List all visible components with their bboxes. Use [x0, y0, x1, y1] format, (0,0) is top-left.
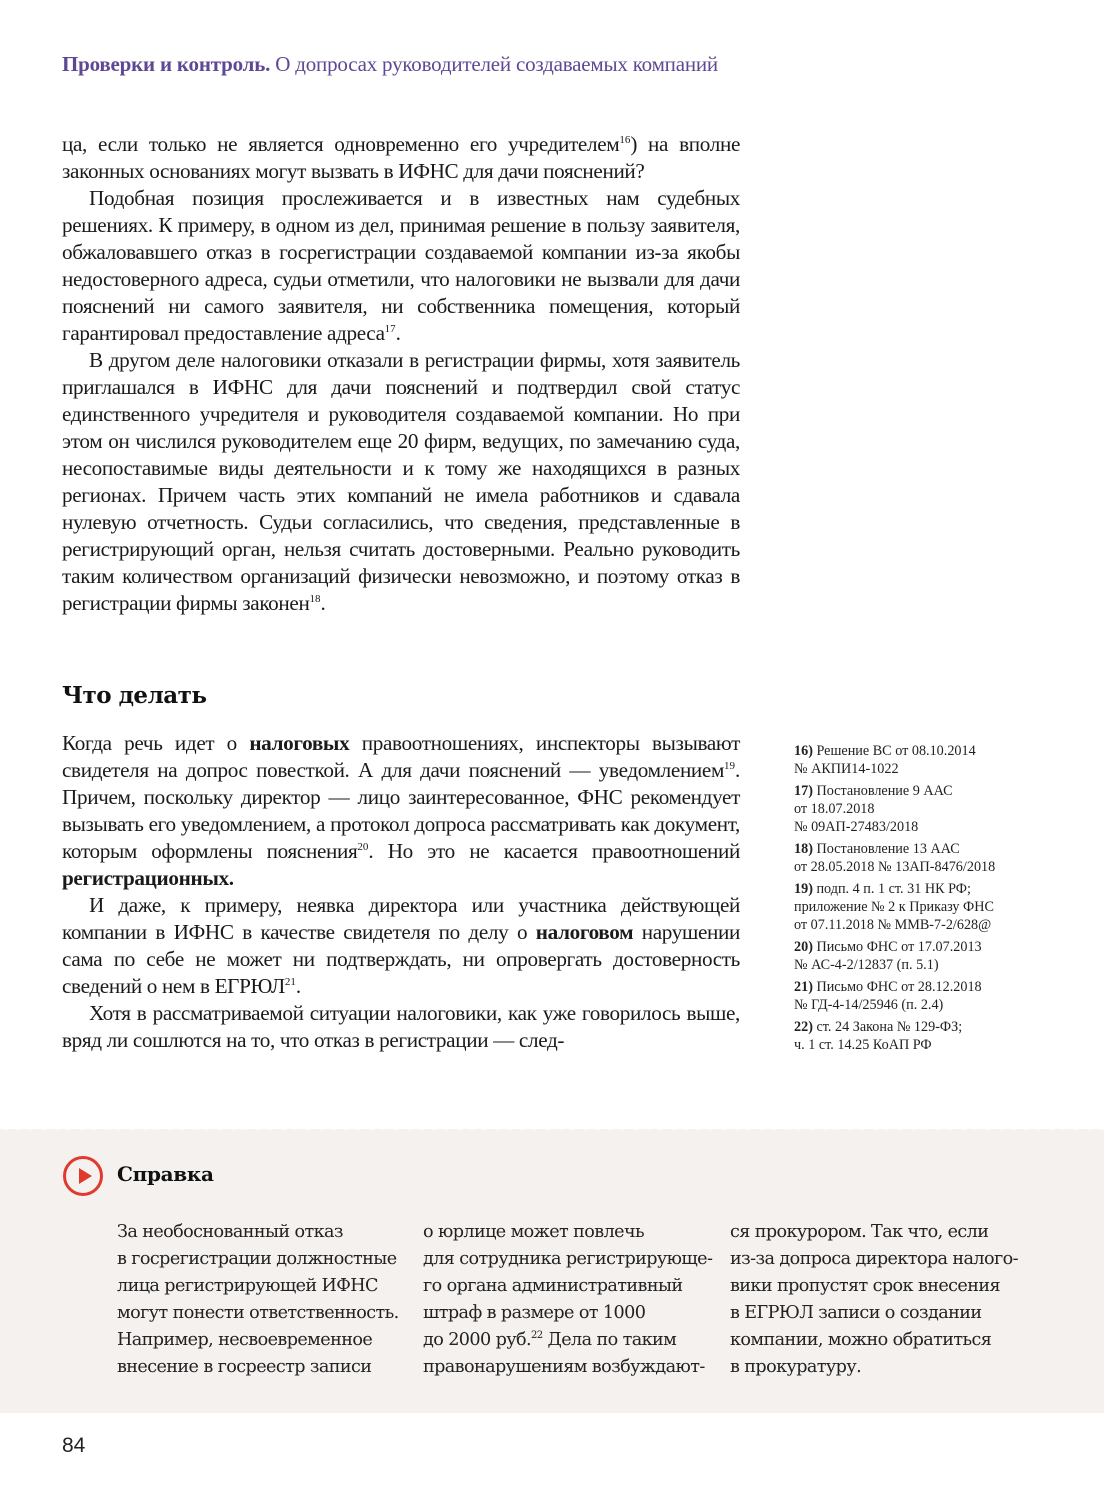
- play-circle-icon: [63, 1156, 103, 1196]
- footnote-ref-18: 18: [309, 593, 321, 605]
- running-head: [62, 52, 718, 77]
- footnote-21: 21) Письмо ФНС от 28.12.2018 № ГД-4-14/25946 (п. 2.4): [794, 979, 982, 1013]
- footnote-19: 19) подп. 4 п. 1 ст. 31 НК РФ; приложение № 2 к Приказу ФНС от 07.11.2018 № ММВ-7-2/628@: [794, 881, 994, 933]
- paragraph-6: Хотя в рассматриваемой ситуации налоговики, как уже говорилось выше, вряд ли сошлются на то, что отказ в регистрации — след-: [62, 1001, 740, 1052]
- footnote-18: 18) Постановление 13 ААС от 28.05.2018 № 13АП-8476/2018: [794, 841, 996, 875]
- article-body-top: [62, 131, 740, 617]
- info-column-1: За необоснованный отказ в госрегистрации должностные лица регистрирующей ИФНС могут понести ответственность. Например, несвоевременное внесение в госреестр записи: [117, 1222, 399, 1377]
- footnote-17: 17) Постановление 9 ААС от 18.07.2018 № 09АП-27483/2018: [794, 783, 953, 835]
- info-box-title: Справка: [117, 1162, 214, 1186]
- info-column-3: ся прокурором. Так что, если из-за допроса директора налого- вики пропустят срок внесения в ЕГРЮЛ записи о создании компании, можно обратиться в прокуратуру.: [730, 1222, 1018, 1377]
- footnote-ref-21: 21: [284, 976, 296, 988]
- section-heading: Что делать: [62, 682, 207, 709]
- page-number: 84: [62, 1434, 86, 1457]
- play-triangle-icon: [79, 1168, 92, 1184]
- paragraph-2: Подобная позиция прослеживается и в известных нам судебных решениях. К примеру, в одном из дел, принимая решение в пользу заявителя, обжаловавшего отказ в госрегистрации создаваемой компании из-за якобы недостоверного адреса, судьи отметили, что налоговики не вызвали для дачи пояснений ни самого заявителя, ни собственника помещения, который гарантировал предоставление адреса$^{17}$.: [62, 186, 740, 345]
- running-head-title: О допросах руководителей создаваемых компаний: [275, 52, 718, 76]
- info-box: [0, 1129, 1104, 1413]
- footnote-22: 22) ст. 24 Закона № 129-ФЗ; ч. 1 ст. 14.25 КоАП РФ: [794, 1019, 963, 1053]
- footnote-16: 16) Решение ВС от 08.10.2014 № АКПИ14-1022: [794, 743, 976, 777]
- footnotes-sidebar: [794, 742, 1024, 1058]
- paragraph-1: ца, если только не является одновременно его учредителем$^{16}$) на вполне законных основаниях могут вызвать в ИФНС для дачи пояснений?: [62, 132, 740, 183]
- paragraph-4: Когда речь идет о налоговых правоотношениях, инспекторы вызывают свидетеля на допрос повесткой. А для дачи пояснений — уведомлением$^{19}$. Причем, поскольку директор — лицо заинтересованное, ФНС рекомендует вызывать его уведомлением, а протокол допроса рассматривать как документ, которым оформлены пояснения$^{20}$. Но это не касается правоотношений регистрационных.: [62, 731, 740, 890]
- info-column-2: о юрлице может повлечь для сотрудника регистрирующе- го органа административный штраф в размере от 1000 до 2000 руб.$^{22}$ Дела по таким правонарушениям возбуждают-: [423, 1222, 713, 1377]
- footnote-ref-22: 22: [530, 1330, 543, 1341]
- footnote-20: 20) Письмо ФНС от 17.07.2013 № АС-4-2/12837 (п. 5.1): [794, 939, 982, 973]
- paragraph-3: В другом деле налоговики отказали в регистрации фирмы, хотя заявитель приглашался в ИФНС для дачи пояснений и подтвердил свой статус единственного учредителя и руководителя создаваемой компании. Но при этом он числился руководителем еще 20 фирм, ведущих, по замечанию суда, несопоставимые виды деятельности и к тому же находящихся в разных регионах. Причем часть этих компаний не имела работников и сдавала нулевую отчетность. Судьи согласились, что сведения, представленные в регистрирующий орган, нельзя считать достоверными. Реально руководить таким количеством организаций физически невозможно, и поэтому отказ в регистрации фирмы законен$^{18}$.: [62, 348, 740, 615]
- footnote-ref-16: 16: [619, 134, 631, 146]
- footnote-ref-20: 20: [357, 841, 369, 853]
- footnote-ref-19: 19: [724, 760, 736, 772]
- scalloped-edge: [0, 1125, 1104, 1133]
- article-body-bottom: [62, 730, 740, 1054]
- footnote-ref-17: 17: [384, 323, 396, 335]
- running-head-section: Проверки и контроль.: [62, 52, 271, 76]
- paragraph-5: И даже, к примеру, неявка директора или участника действующей компании в ИФНС в качестве свидетеля по делу о налоговом нарушении сама по себе не может ни подтверждать, ни опровергать достоверность сведений о нем в ЕГРЮЛ$^{21}$.: [62, 893, 740, 998]
